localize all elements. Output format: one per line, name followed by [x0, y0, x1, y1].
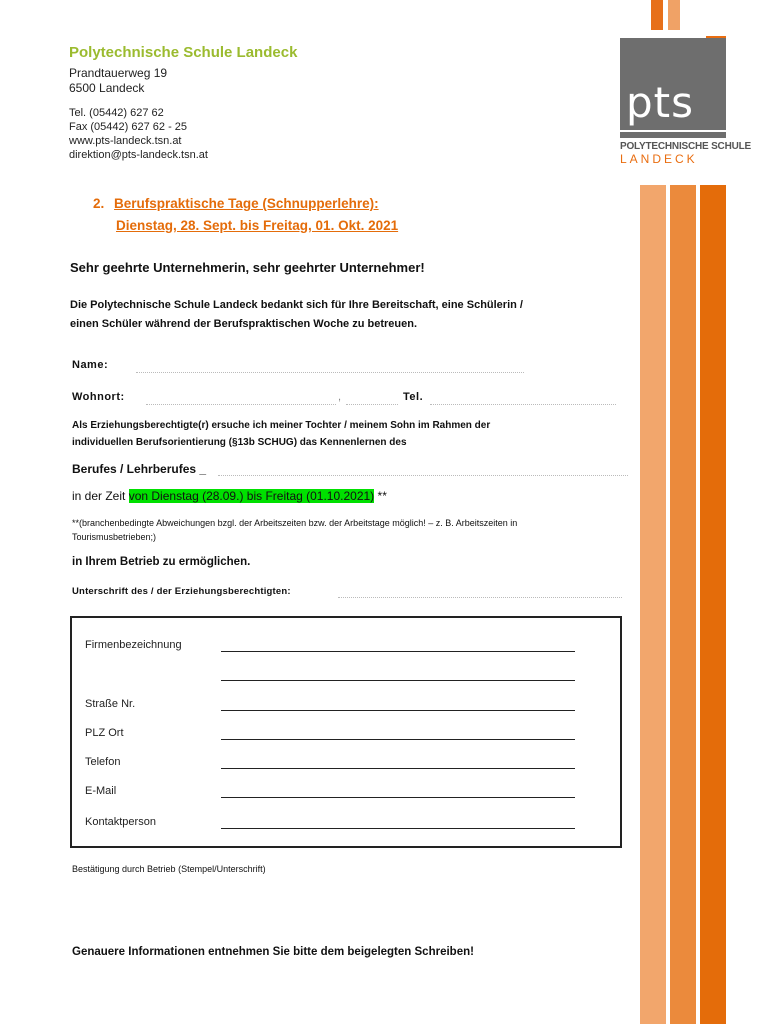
berufes-label: Berufes / Lehrberufes _ — [72, 462, 207, 476]
school-logo — [620, 38, 726, 138]
decor-stripe-6 — [700, 185, 726, 1024]
firmenbezeichnung-input[interactable] — [221, 651, 575, 652]
intro-line-2: einen Schüler während der Berufspraktischen Woche zu betreuen. — [70, 318, 417, 330]
footnote-line-1: **(branchenbedingte Abweichungen bzgl. der Arbeitszeiten bzw. der Arbeitstage möglich! – z. B. Arbeitszeiten in — [72, 518, 518, 528]
kontaktperson-input[interactable] — [221, 828, 575, 829]
period-text — [72, 489, 387, 503]
wohnort-comma: , — [338, 391, 342, 403]
title-line-2: Dienstag, 28. Sept. bis Freitag, 01. Okt. 2021 — [116, 218, 399, 233]
signature-input[interactable] — [338, 597, 622, 598]
tel-label: Tel. — [403, 391, 424, 403]
period-suffix: ** — [374, 489, 387, 503]
title-text-1: Berufspraktische Tage (Schnupperlehre): — [114, 196, 379, 211]
title-number: 2. — [93, 196, 105, 211]
tel-input[interactable] — [430, 404, 616, 405]
email-label: E-Mail — [85, 785, 117, 797]
strasse-label: Straße Nr. — [85, 698, 136, 710]
logo-subtitle: POLYTECHNISCHE SCHULE — [620, 141, 752, 152]
logo-text: pts — [626, 78, 695, 127]
fax: Fax (05442) 627 62 - 25 — [69, 121, 188, 133]
intro-line-1: Die Polytechnische Schule Landeck bedankt sich für Ihre Bereitschaft, eine Schülerin / — [70, 299, 523, 311]
enable-text: in Ihrem Betrieb zu ermöglichen. — [72, 556, 251, 568]
plz-ort-input[interactable] — [221, 739, 575, 740]
wohnort-input[interactable] — [146, 404, 336, 405]
closing-text: Genauere Informationen entnehmen Sie bitte dem beigelegten Schreiben! — [72, 946, 474, 958]
firmenbezeichnung-label: Firmenbezeichnung — [85, 639, 182, 651]
consent-line-1: Als Erziehungsberechtigte(r) ersuche ich meiner Tochter / meinem Sohn im Rahmen der — [72, 420, 491, 431]
school-name: Polytechnische Schule Landeck — [69, 44, 298, 61]
telefon-input[interactable] — [221, 768, 575, 769]
greeting: Sehr geehrte Unternehmerin, sehr geehrter Unternehmer! — [70, 260, 425, 275]
phone: Tel. (05442) 627 62 — [69, 107, 164, 119]
decor-stripe-1 — [651, 0, 663, 30]
address-city: 6500 Landeck — [69, 81, 145, 95]
confirmation-label: Bestätigung durch Betrieb (Stempel/Unterschrift) — [72, 864, 266, 874]
berufes-input[interactable] — [218, 475, 628, 476]
firmenbezeichnung-input-2[interactable] — [221, 680, 575, 681]
decor-stripe-5 — [670, 185, 696, 1024]
plz-ort-label: PLZ Ort — [85, 727, 124, 739]
wohnort-extra-input[interactable] — [346, 404, 398, 405]
email-input[interactable] — [221, 797, 575, 798]
name-input[interactable] — [136, 372, 524, 373]
kontaktperson-label: Kontaktperson — [85, 816, 156, 828]
wohnort-label: Wohnort: — [72, 391, 125, 403]
decor-stripe-2 — [668, 0, 680, 30]
period-highlight: von Dienstag (28.09.) bis Freitag (01.10.2021) — [128, 489, 375, 503]
period-prefix: in der Zeit — [72, 489, 129, 503]
logo-location: LANDECK — [620, 152, 698, 166]
footnote-line-2: Tourismusbetrieben;) — [72, 532, 157, 542]
website[interactable]: www.pts-landeck.tsn.at — [69, 135, 182, 147]
name-label: Name: — [72, 359, 109, 371]
consent-line-2: individuellen Berufsorientierung (§13b SCHUG) das Kennenlernen des — [72, 437, 407, 448]
email[interactable]: direktion@pts-landeck.tsn.at — [69, 149, 208, 161]
telefon-label: Telefon — [85, 756, 121, 768]
decor-stripe-4 — [640, 185, 666, 1024]
logo-divider — [620, 130, 726, 132]
signature-label: Unterschrift des / der Erziehungsberechtigten: — [72, 586, 291, 597]
title-line-1 — [93, 196, 379, 211]
address-street: Prandtauerweg 19 — [69, 66, 168, 80]
strasse-input[interactable] — [221, 710, 575, 711]
